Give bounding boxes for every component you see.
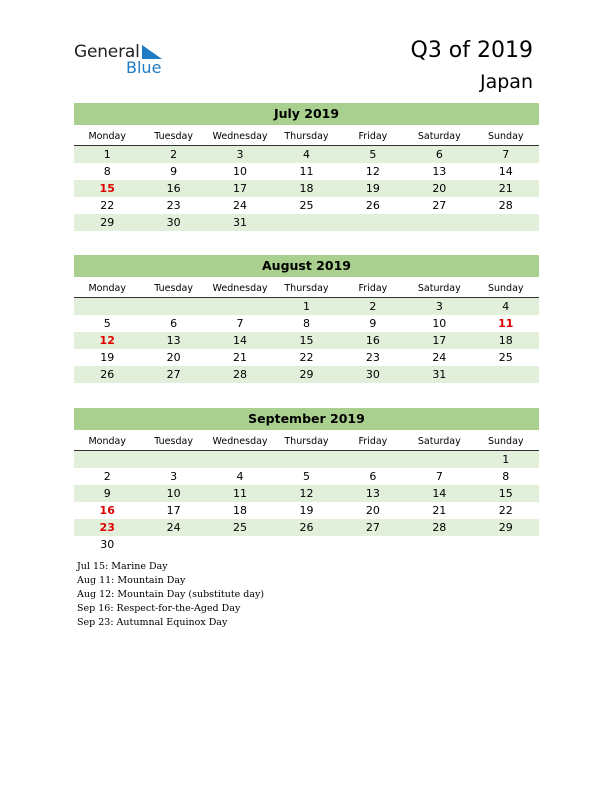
day-cell: 27	[365, 521, 380, 534]
brand-logo	[74, 42, 174, 78]
week-row	[74, 332, 539, 349]
week-row	[74, 468, 539, 485]
day-cell: 22	[100, 199, 115, 212]
day-cell	[140, 536, 206, 553]
day-cell: 28	[432, 521, 447, 534]
day-cell: 29	[299, 368, 314, 381]
holiday-note: Aug 11: Mountain Day	[77, 575, 186, 586]
week-row	[74, 485, 539, 502]
day-cell: 11	[299, 165, 314, 178]
weekday-label: Wednesday	[212, 436, 268, 447]
day-cell: 18	[498, 334, 513, 347]
weekday-label: Saturday	[417, 436, 461, 447]
week-row	[74, 451, 539, 468]
day-cell	[273, 214, 339, 231]
day-cell: 19	[299, 504, 314, 517]
day-cell: 28	[498, 199, 513, 212]
day-cell: 3	[236, 148, 244, 161]
month-calendar	[74, 255, 539, 383]
day-cell: 10	[432, 317, 447, 330]
day-cell	[273, 451, 339, 468]
weekday-label: Friday	[358, 436, 388, 447]
day-cell: 21	[233, 351, 248, 364]
day-cell: 13	[432, 165, 447, 178]
day-cell: 12	[299, 487, 314, 500]
week-row	[74, 214, 539, 231]
weekday-label: Thursday	[284, 436, 329, 447]
day-cell: 19	[365, 182, 380, 195]
day-cell	[207, 451, 273, 468]
week-row	[74, 349, 539, 366]
month-calendar	[74, 103, 539, 231]
day-cell: 6	[435, 148, 443, 161]
week-row	[74, 197, 539, 214]
day-cell: 14	[432, 487, 447, 500]
holiday-note: Aug 12: Mountain Day (substitute day)	[77, 589, 265, 600]
day-cell: 20	[166, 351, 181, 364]
holiday-day-cell: 16	[99, 504, 115, 517]
day-cell	[207, 298, 273, 315]
day-cell: 15	[498, 487, 513, 500]
weekday-label: Wednesday	[212, 131, 268, 142]
day-cell: 31	[432, 368, 447, 381]
day-cell: 5	[302, 470, 310, 483]
day-cell	[74, 451, 140, 468]
day-cell: 8	[502, 470, 510, 483]
day-cell: 16	[166, 182, 181, 195]
holiday-note: Jul 15: Marine Day	[77, 561, 168, 572]
holiday-note: Sep 23: Autumnal Equinox Day	[77, 617, 228, 628]
week-row	[74, 298, 539, 315]
month-title: September 2019	[74, 408, 539, 430]
weekday-label: Tuesday	[154, 283, 193, 294]
holiday-note: Sep 16: Respect-for-the-Aged Day	[77, 603, 241, 614]
day-cell: 18	[299, 182, 314, 195]
weekday-label: Friday	[358, 283, 388, 294]
day-cell: 26	[365, 199, 380, 212]
day-cell	[406, 214, 472, 231]
day-cell	[273, 536, 339, 553]
day-cell: 28	[233, 368, 248, 381]
logo-triangle-icon	[142, 45, 162, 59]
day-cell: 24	[166, 521, 181, 534]
day-cell: 26	[100, 368, 115, 381]
day-cell: 9	[103, 487, 111, 500]
weekday-label: Sunday	[487, 131, 524, 142]
day-cell: 27	[166, 368, 181, 381]
day-cell: 4	[502, 300, 510, 313]
holiday-day-cell: 23	[99, 521, 115, 534]
holiday-day-cell: 11	[498, 317, 514, 330]
month-title: August 2019	[74, 255, 539, 277]
day-cell: 30	[365, 368, 380, 381]
day-cell: 1	[103, 148, 111, 161]
day-cell: 14	[498, 165, 513, 178]
country-name: Japan	[480, 71, 533, 93]
page-title: Q3 of 2019	[410, 38, 533, 63]
day-cell: 29	[498, 521, 513, 534]
weekday-label: Monday	[88, 283, 126, 294]
weekday-label: Monday	[88, 131, 126, 142]
day-cell: 23	[365, 351, 380, 364]
weekday-label: Thursday	[284, 283, 329, 294]
day-cell: 5	[369, 148, 377, 161]
day-cell: 29	[100, 216, 115, 229]
day-cell: 2	[103, 470, 111, 483]
day-cell: 17	[233, 182, 248, 195]
week-row	[74, 180, 539, 197]
weekday-label: Thursday	[284, 131, 329, 142]
week-row	[74, 366, 539, 383]
day-cell: 1	[302, 300, 310, 313]
day-cell: 21	[498, 182, 513, 195]
holiday-day-cell: 15	[99, 182, 115, 195]
day-cell: 11	[233, 487, 248, 500]
day-cell: 20	[432, 182, 447, 195]
day-cell	[207, 536, 273, 553]
month-title: July 2019	[74, 103, 539, 125]
month-calendar	[74, 408, 539, 553]
day-cell: 27	[432, 199, 447, 212]
day-cell: 10	[233, 165, 248, 178]
day-cell: 1	[502, 453, 510, 466]
logo-text-general: General	[74, 42, 140, 62]
weekday-header-row	[74, 433, 539, 451]
day-cell: 10	[166, 487, 181, 500]
day-cell: 12	[365, 165, 380, 178]
day-cell	[74, 298, 140, 315]
day-cell: 25	[233, 521, 248, 534]
day-cell: 7	[435, 470, 443, 483]
day-cell: 7	[236, 317, 244, 330]
day-cell	[340, 214, 406, 231]
day-cell: 3	[435, 300, 443, 313]
week-row	[74, 315, 539, 332]
day-cell: 8	[302, 317, 310, 330]
day-cell: 6	[170, 317, 178, 330]
day-cell: 4	[302, 148, 310, 161]
day-cell: 21	[432, 504, 447, 517]
day-cell: 9	[170, 165, 178, 178]
weekday-label: Saturday	[417, 131, 461, 142]
day-cell: 2	[369, 300, 377, 313]
day-cell: 13	[166, 334, 181, 347]
day-cell: 22	[498, 504, 513, 517]
weekday-label: Tuesday	[154, 131, 193, 142]
weekday-label: Sunday	[487, 436, 524, 447]
day-cell	[406, 536, 472, 553]
weekday-header-row	[74, 128, 539, 146]
day-cell	[340, 451, 406, 468]
day-cell: 14	[233, 334, 248, 347]
day-cell: 2	[170, 148, 178, 161]
weekday-label: Friday	[358, 131, 388, 142]
day-cell: 30	[166, 216, 181, 229]
day-cell: 26	[299, 521, 314, 534]
day-cell: 17	[432, 334, 447, 347]
day-cell: 18	[233, 504, 248, 517]
logo-text-blue: Blue	[126, 58, 162, 77]
day-cell: 4	[236, 470, 244, 483]
week-row	[74, 519, 539, 536]
day-cell: 30	[100, 538, 115, 551]
day-cell	[473, 536, 539, 553]
day-cell: 24	[432, 351, 447, 364]
day-cell: 6	[369, 470, 377, 483]
day-cell	[340, 536, 406, 553]
day-cell: 25	[299, 199, 314, 212]
day-cell	[406, 451, 472, 468]
day-cell: 19	[100, 351, 115, 364]
weekday-label: Tuesday	[154, 436, 193, 447]
week-row	[74, 146, 539, 163]
holiday-notes	[77, 560, 264, 630]
day-cell: 31	[233, 216, 248, 229]
day-cell: 15	[299, 334, 314, 347]
day-cell: 7	[502, 148, 510, 161]
day-cell: 9	[369, 317, 377, 330]
weekday-label: Wednesday	[212, 283, 268, 294]
weekday-label: Sunday	[487, 283, 524, 294]
weekday-header-row	[74, 280, 539, 298]
weekday-label: Monday	[88, 436, 126, 447]
week-row	[74, 536, 539, 553]
week-row	[74, 163, 539, 180]
day-cell: 13	[365, 487, 380, 500]
day-cell: 8	[103, 165, 111, 178]
day-cell: 16	[365, 334, 380, 347]
day-cell	[140, 298, 206, 315]
day-cell: 20	[365, 504, 380, 517]
week-row	[74, 502, 539, 519]
day-cell: 24	[233, 199, 248, 212]
day-cell: 5	[103, 317, 111, 330]
day-cell: 22	[299, 351, 314, 364]
day-cell	[473, 214, 539, 231]
weekday-label: Saturday	[417, 283, 461, 294]
day-cell: 17	[166, 504, 181, 517]
holiday-day-cell: 12	[99, 334, 115, 347]
day-cell	[473, 366, 539, 383]
day-cell: 3	[170, 470, 178, 483]
day-cell: 25	[498, 351, 513, 364]
day-cell	[140, 451, 206, 468]
day-cell: 23	[166, 199, 181, 212]
